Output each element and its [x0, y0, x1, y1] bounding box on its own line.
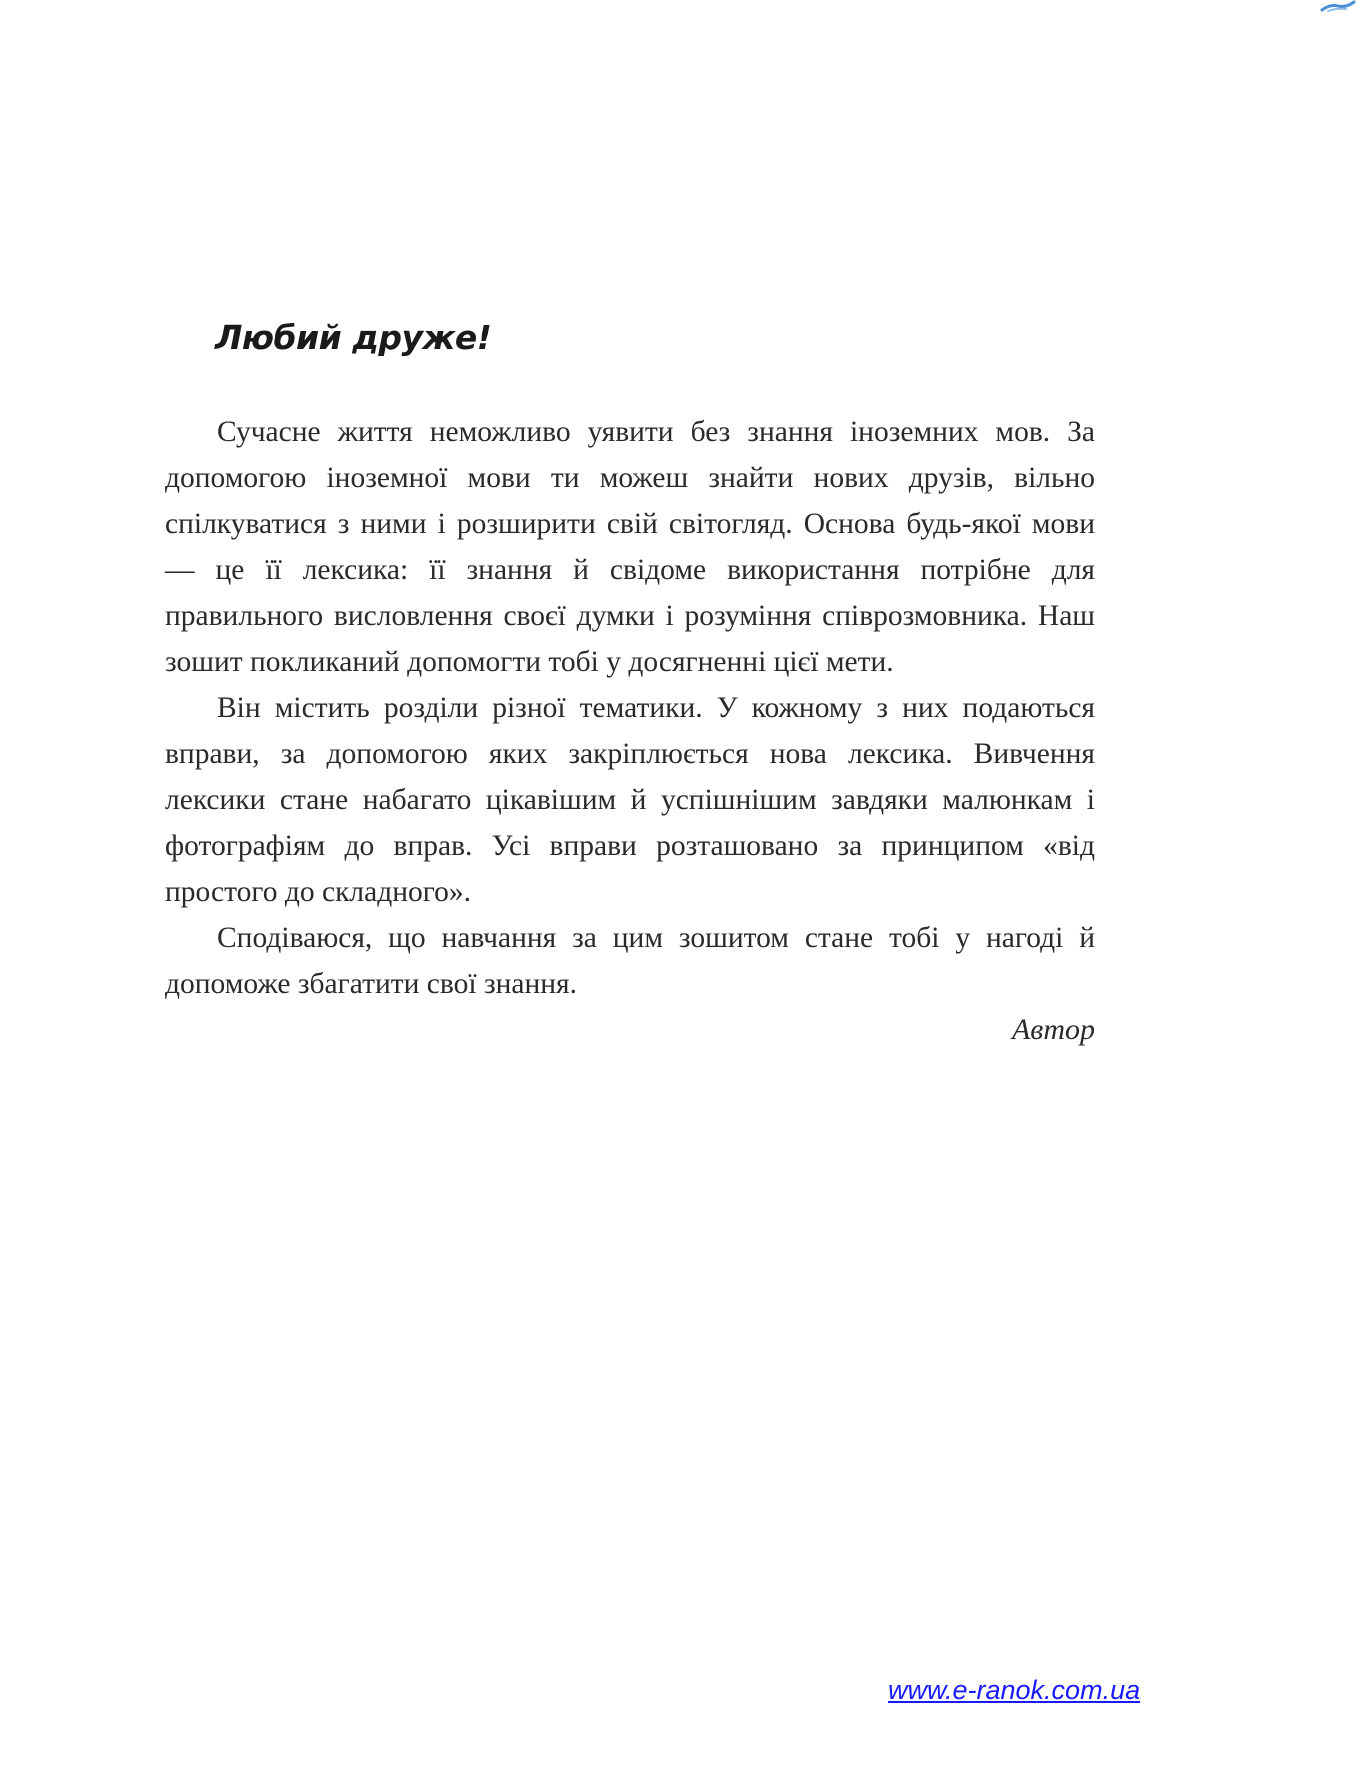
paragraph-contents: Він містить розділи різної тематики. У кожному з них подаються вправи, за допомогою яких закріплюється нова лексика. Вивчення лексики стане набагато цікавішим й успішнішим завдяки малюнкам і фотографіям до вправ. Усі вправи розташовано за принципом «від простого до складного».: [165, 692, 1095, 908]
letter-body: [165, 318, 1095, 1053]
greeting-heading: Любий друже!: [215, 318, 492, 357]
author-signature: Автор: [1011, 1013, 1095, 1046]
publisher-website-link[interactable]: www.e-ranok.com.ua: [888, 1675, 1141, 1705]
paragraph-wish: Сподіваюся, що навчання за цим зошитом стане тобі у нагоді й допоможе збагатити свої знання.: [165, 922, 1095, 1000]
paragraph-intro: Сучасне життя неможливо уявити без знання іноземних мов. За допомогою іноземної мови ти можеш знайти нових друзів, вільно спілкуватися з ними і розширити свій світогляд. Основа будь-якої мови — це її лексика: її знання й свідоме використання потрібне для правильного висловлення своєї думки і розуміння співрозмовника. Наш зошит покликаний допомогти тобі у досягненні цієї мети.: [165, 416, 1095, 678]
logo-swoosh-icon: [1316, 0, 1356, 12]
